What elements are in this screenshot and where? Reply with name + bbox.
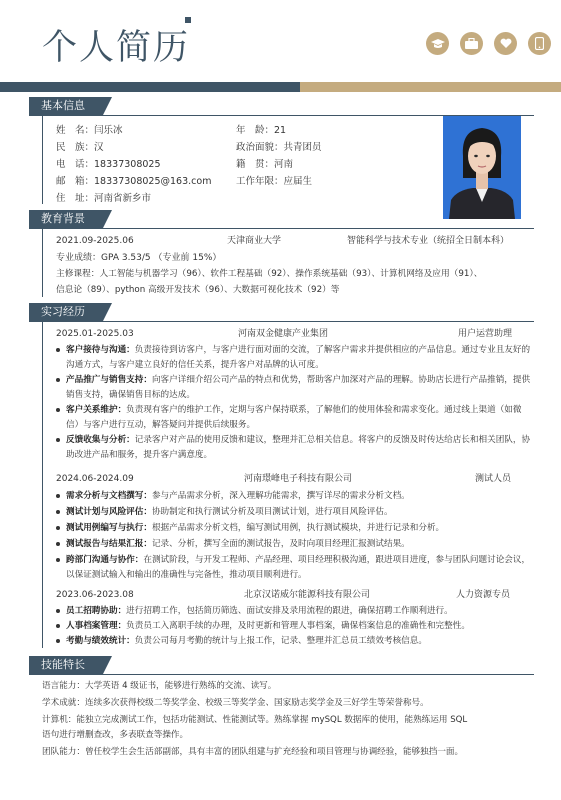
job-1-bullet-3: 客户关系维护：负责现有客户的维护工作，定期与客户保持联系，了解他们的使用体验和需求变化。通过线上渠道（如微信）与客户进行互动，解答疑问并提供后续服务。 [56,403,531,432]
ethnic-value: 汉 [94,142,104,153]
job-1-bullet-1: 客户接待与沟通：负责接待到访客户，与客户进行面对面的交流，了解客户需求并提供相应的产品信息。通过专业且友好的沟通方式，与客户建立良好的信任关系，提升客户对品牌的认可度。 [56,343,531,372]
page-title: 个人简历 [42,28,191,68]
address-row: 住 址：河南省新乡市 [56,193,152,204]
skill-team: 团队能力：曾任校学生会生活部副部，具有丰富的团队组建与扩充经验和项目管理与协调经验，能够独挡一面。 [42,747,464,757]
phone-value: 18337308025 [94,159,161,170]
work-years-value: 应届生 [283,176,313,187]
job-2-role: 测试人员 [475,474,512,484]
job-2-date: 2024.06-2024.09 [56,474,134,484]
job-2-bullet-2: 测试计划与风险评估：协助制定和执行测试分析及项目测试计划，进行项目风险评估。 [56,505,531,520]
phone-icon [528,32,551,55]
section-experience-line [42,322,43,648]
profile-photo [443,116,521,219]
origin-row: 籍 贯：河南 [236,159,294,170]
job-2-company: 河南璟峰电子科技有限公司 [244,474,353,484]
section-education-header [29,210,534,229]
section-education-title: 教育背景 [29,210,103,228]
section-basic-title: 基本信息 [29,97,103,115]
address-value: 河南省新乡市 [94,193,152,204]
political-value: 共青团员 [283,142,322,153]
section-experience-title: 实习经历 [29,303,103,321]
job-2-bullet-3: 测试用例编写与执行：根据产品需求分析文档，编写测试用例，执行测试模块，并进行记录和分析。 [56,521,531,536]
section-basic-header [29,97,534,116]
job-2-bullet-1: 需求分析与文档撰写：参与产品需求分析，深入理解功能需求，撰写详尽的需求分析文档。 [56,489,531,504]
email-row: 邮 箱：18337308025@163.com [56,176,212,187]
job-3-bullet-1: 员工招聘协助：进行招聘工作，包括简历筛选、面试安排及录用流程的跟进，确保招聘工作顺利进行。 [56,604,531,619]
job-1-bullet-2: 产品推广与销售支持：向客户详细介绍公司产品的特点和优势，帮助客户加深对产品的理解。协助店长进行产品推销，提供销售支持，确保销售目标的达成。 [56,373,531,402]
section-education-line [42,229,43,297]
education-date: 2021.09-2025.06 [56,236,134,246]
section-skills-header [29,656,534,675]
graduation-cap-icon [426,32,449,55]
job-3-role: 人力资源专员 [456,590,511,600]
skill-academic: 学术成就：连续多次获得校级二等奖学金、校级三等奖学金、国家励志奖学金及三好学生等荣誉称号。 [42,698,429,708]
skill-language: 语言能力：大学英语 4 级证书，能够进行熟练的交流、读写。 [42,681,277,691]
work-years-row: 工作年限：应届生 [236,176,313,187]
job-1-bullet-4: 反馈收集与分析：记录客户对产品的使用反馈和建议，整理并汇总相关信息。将客户的反馈及时传达给店长和相关团队，协助改进产品和服务，提升客户满意度。 [56,433,531,462]
section-basic-line [42,116,43,204]
heart-icon [494,32,517,55]
job-3-bullet-3: 考勤与绩效统计：负责公司每月考勤的统计与上报工作，记录、整理并汇总员工绩效考核信息。 [56,634,531,649]
education-courses-1: 主修课程：人工智能与机器学习（96）、软件工程基础（92）、操作系统基础（93）、计算机网络及应用（91）、 [56,269,483,279]
political-row: 政治面貌：共青团员 [236,142,322,153]
title-decoration [185,17,191,23]
email-value: 18337308025@163.com [94,176,212,187]
job-1-company: 河南双金健康产业集团 [238,329,329,339]
ethnic-row: 民 族：汉 [56,142,104,153]
origin-value: 河南 [274,159,294,170]
education-major: 智能科学与技术专业（统招全日制本科） [347,236,510,246]
job-3-bullet-2: 人事档案管理：负责员工入离职手续的办理，及时更新和管理人事档案，确保档案信息的准确性和完整性。 [56,619,531,634]
phone-row: 电 话：18337308025 [56,159,161,170]
education-gpa: 专业成绩：GPA 3.53/5 （专业前 15%） [56,253,222,263]
job-1-role: 用户运营助理 [458,329,513,339]
section-experience-header [29,303,534,322]
briefcase-icon [460,32,483,55]
education-school: 天津商业大学 [227,236,282,246]
job-3-company: 北京汉诺威尔能源科技有限公司 [244,590,371,600]
name-value: 闫乐冰 [94,125,123,136]
skill-computer-2: 语句进行增删查改，多表联查等操作。 [42,730,189,740]
header-band-gold [300,82,561,92]
age-value: 21 [274,125,287,136]
skill-computer-1: 计算机：能独立完成测试工作，包括功能测试、性能测试等。熟练掌握 mySQL 数据库的使用，能熟练运用 SQL [42,715,468,725]
age-row: 年 龄：21 [236,125,287,136]
section-skills-title: 技能特长 [29,656,103,674]
education-courses-2: 信息论（89）、python 高级开发技术（96）、大数据可视化技术（92）等 [56,285,340,295]
job-2-bullet-5: 跨部门沟通与协作：在测试阶段，与开发工程师、产品经理、项目经理积极沟通，跟进项目进度，参与团队问题讨论会议，以保证测试输入和输出的准确性与完备性，推动项目顺利进行。 [56,553,531,582]
name-row: 姓 名：闫乐冰 [56,125,123,136]
job-2-bullet-4: 测试报告与结果汇报：记录、分析，撰写全面的测试报告，及时向项目经理汇报测试结果。 [56,537,531,552]
header-icons [426,32,551,55]
header-band-dark [0,82,300,92]
job-3-date: 2023.06-2023.08 [56,590,134,600]
job-1-date: 2025.01-2025.03 [56,329,134,339]
